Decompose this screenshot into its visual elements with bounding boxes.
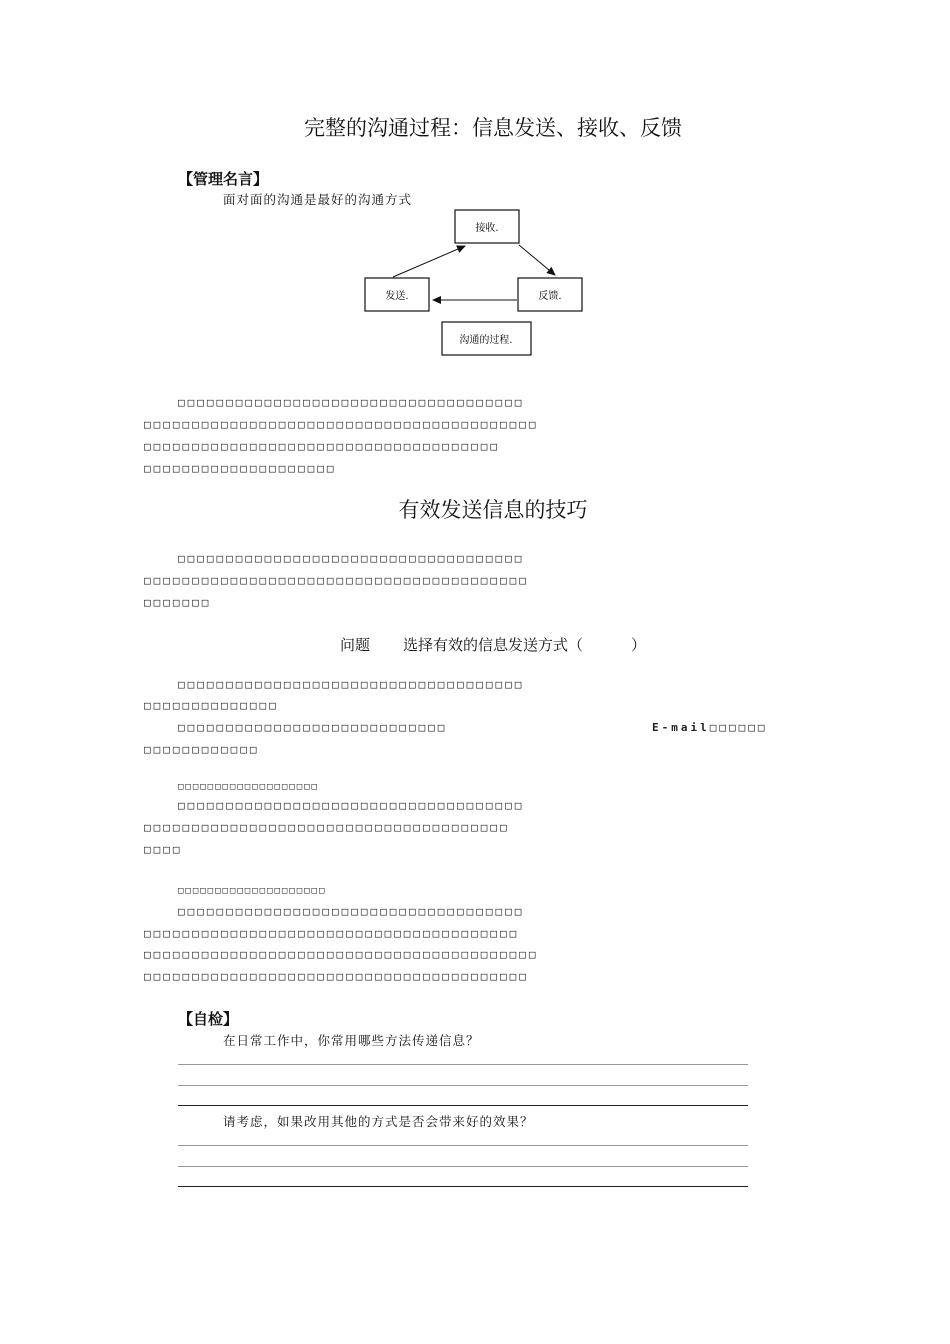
communication-process-diagram xyxy=(355,205,595,363)
question-text: 选择有效的信息发送方式（ xyxy=(403,636,584,654)
send-label: 发送. xyxy=(385,291,409,302)
self-check-heading: 【自检】 xyxy=(178,1010,239,1028)
para2-line2: □□□□□□□□□□□□□□□□□□□□□□□□□□□□□□□□□□□□□□□□ xyxy=(144,574,529,587)
quote-heading: 【管理名言】 xyxy=(178,170,269,188)
quote-text: 面对面的沟通是最好的沟通方式 xyxy=(223,192,413,207)
para1-line4: □□□□□□□□□□□□□□□□□□□□ xyxy=(144,462,337,475)
arrow-receive-to-feedback xyxy=(519,245,555,275)
arrow-send-to-receive xyxy=(393,246,465,277)
page-title: 完整的沟通过程：信息发送、接收、反馈 xyxy=(304,116,682,140)
answer-line xyxy=(178,1105,748,1106)
answer-line xyxy=(178,1145,748,1146)
para3-line4: □□□□□□□□□□□□ xyxy=(144,743,260,756)
para4-line2: □□□□□□□□□□□□□□□□□□□□□□□□□□□□□□□□□□□□□□ xyxy=(144,821,510,834)
para5-line3: □□□□□□□□□□□□□□□□□□□□□□□□□□□□□□□□□□□□□□□□□ xyxy=(144,948,539,961)
para1-line1: □□□□□□□□□□□□□□□□□□□□□□□□□□□□□□□□□□□□ xyxy=(178,396,525,409)
para3-email: E-mail□□□□□□ xyxy=(652,721,768,734)
para2-line1: □□□□□□□□□□□□□□□□□□□□□□□□□□□□□□□□□□□□ xyxy=(178,552,525,565)
diagram-caption: 沟通的过程. xyxy=(459,335,513,346)
receive-label: 接收. xyxy=(475,223,499,234)
para3-line1: □□□□□□□□□□□□□□□□□□□□□□□□□□□□□□□□□□□□ xyxy=(178,678,525,691)
para4-line1: □□□□□□□□□□□□□□□□□□□□□□□□□□□□□□□□□□□□ xyxy=(178,799,525,812)
para3-line2: □□□□□□□□□□□□□□ xyxy=(144,699,279,712)
para5-line1: □□□□□□□□□□□□□□□□□□□□□□□□□□□□□□□□□□□□ xyxy=(178,905,525,918)
para1-line3: □□□□□□□□□□□□□□□□□□□□□□□□□□□□□□□□□□□□□ xyxy=(144,440,501,453)
para3-line3: □□□□□□□□□□□□□□□□□□□□□□□□□□□□ xyxy=(178,721,448,734)
para5-line2: □□□□□□□□□□□□□□□□□□□□□□□□□□□□□□□□□□□□□□□ xyxy=(144,927,520,940)
answer-line xyxy=(178,1064,748,1065)
self-check-prompt-1: 在日常工作中，你常用哪些方法传递信息？ xyxy=(223,1033,480,1048)
answer-line xyxy=(178,1186,748,1187)
subheading-1: □□□□□□□□□□□□□□□□□□□ xyxy=(178,782,319,792)
feedback-label: 反馈. xyxy=(538,291,562,302)
self-check-prompt-2: 请考虑，如果改用其他的方式是否会带来好的效果？ xyxy=(223,1114,534,1129)
subheading-2: □□□□□□□□□□□□□□□□□□□□ xyxy=(178,886,327,896)
answer-line xyxy=(178,1166,748,1167)
para4-line3: □□□□ xyxy=(144,843,183,856)
question-label: 问题 xyxy=(340,636,371,654)
answer-line xyxy=(178,1085,748,1086)
para1-line2: □□□□□□□□□□□□□□□□□□□□□□□□□□□□□□□□□□□□□□□□□ xyxy=(144,418,539,431)
section-title: 有效发送信息的技巧 xyxy=(398,498,588,522)
para5-line4: □□□□□□□□□□□□□□□□□□□□□□□□□□□□□□□□□□□□□□□□ xyxy=(144,970,529,983)
question-close: ） xyxy=(631,636,647,654)
para2-line3: □□□□□□□ xyxy=(144,596,212,609)
